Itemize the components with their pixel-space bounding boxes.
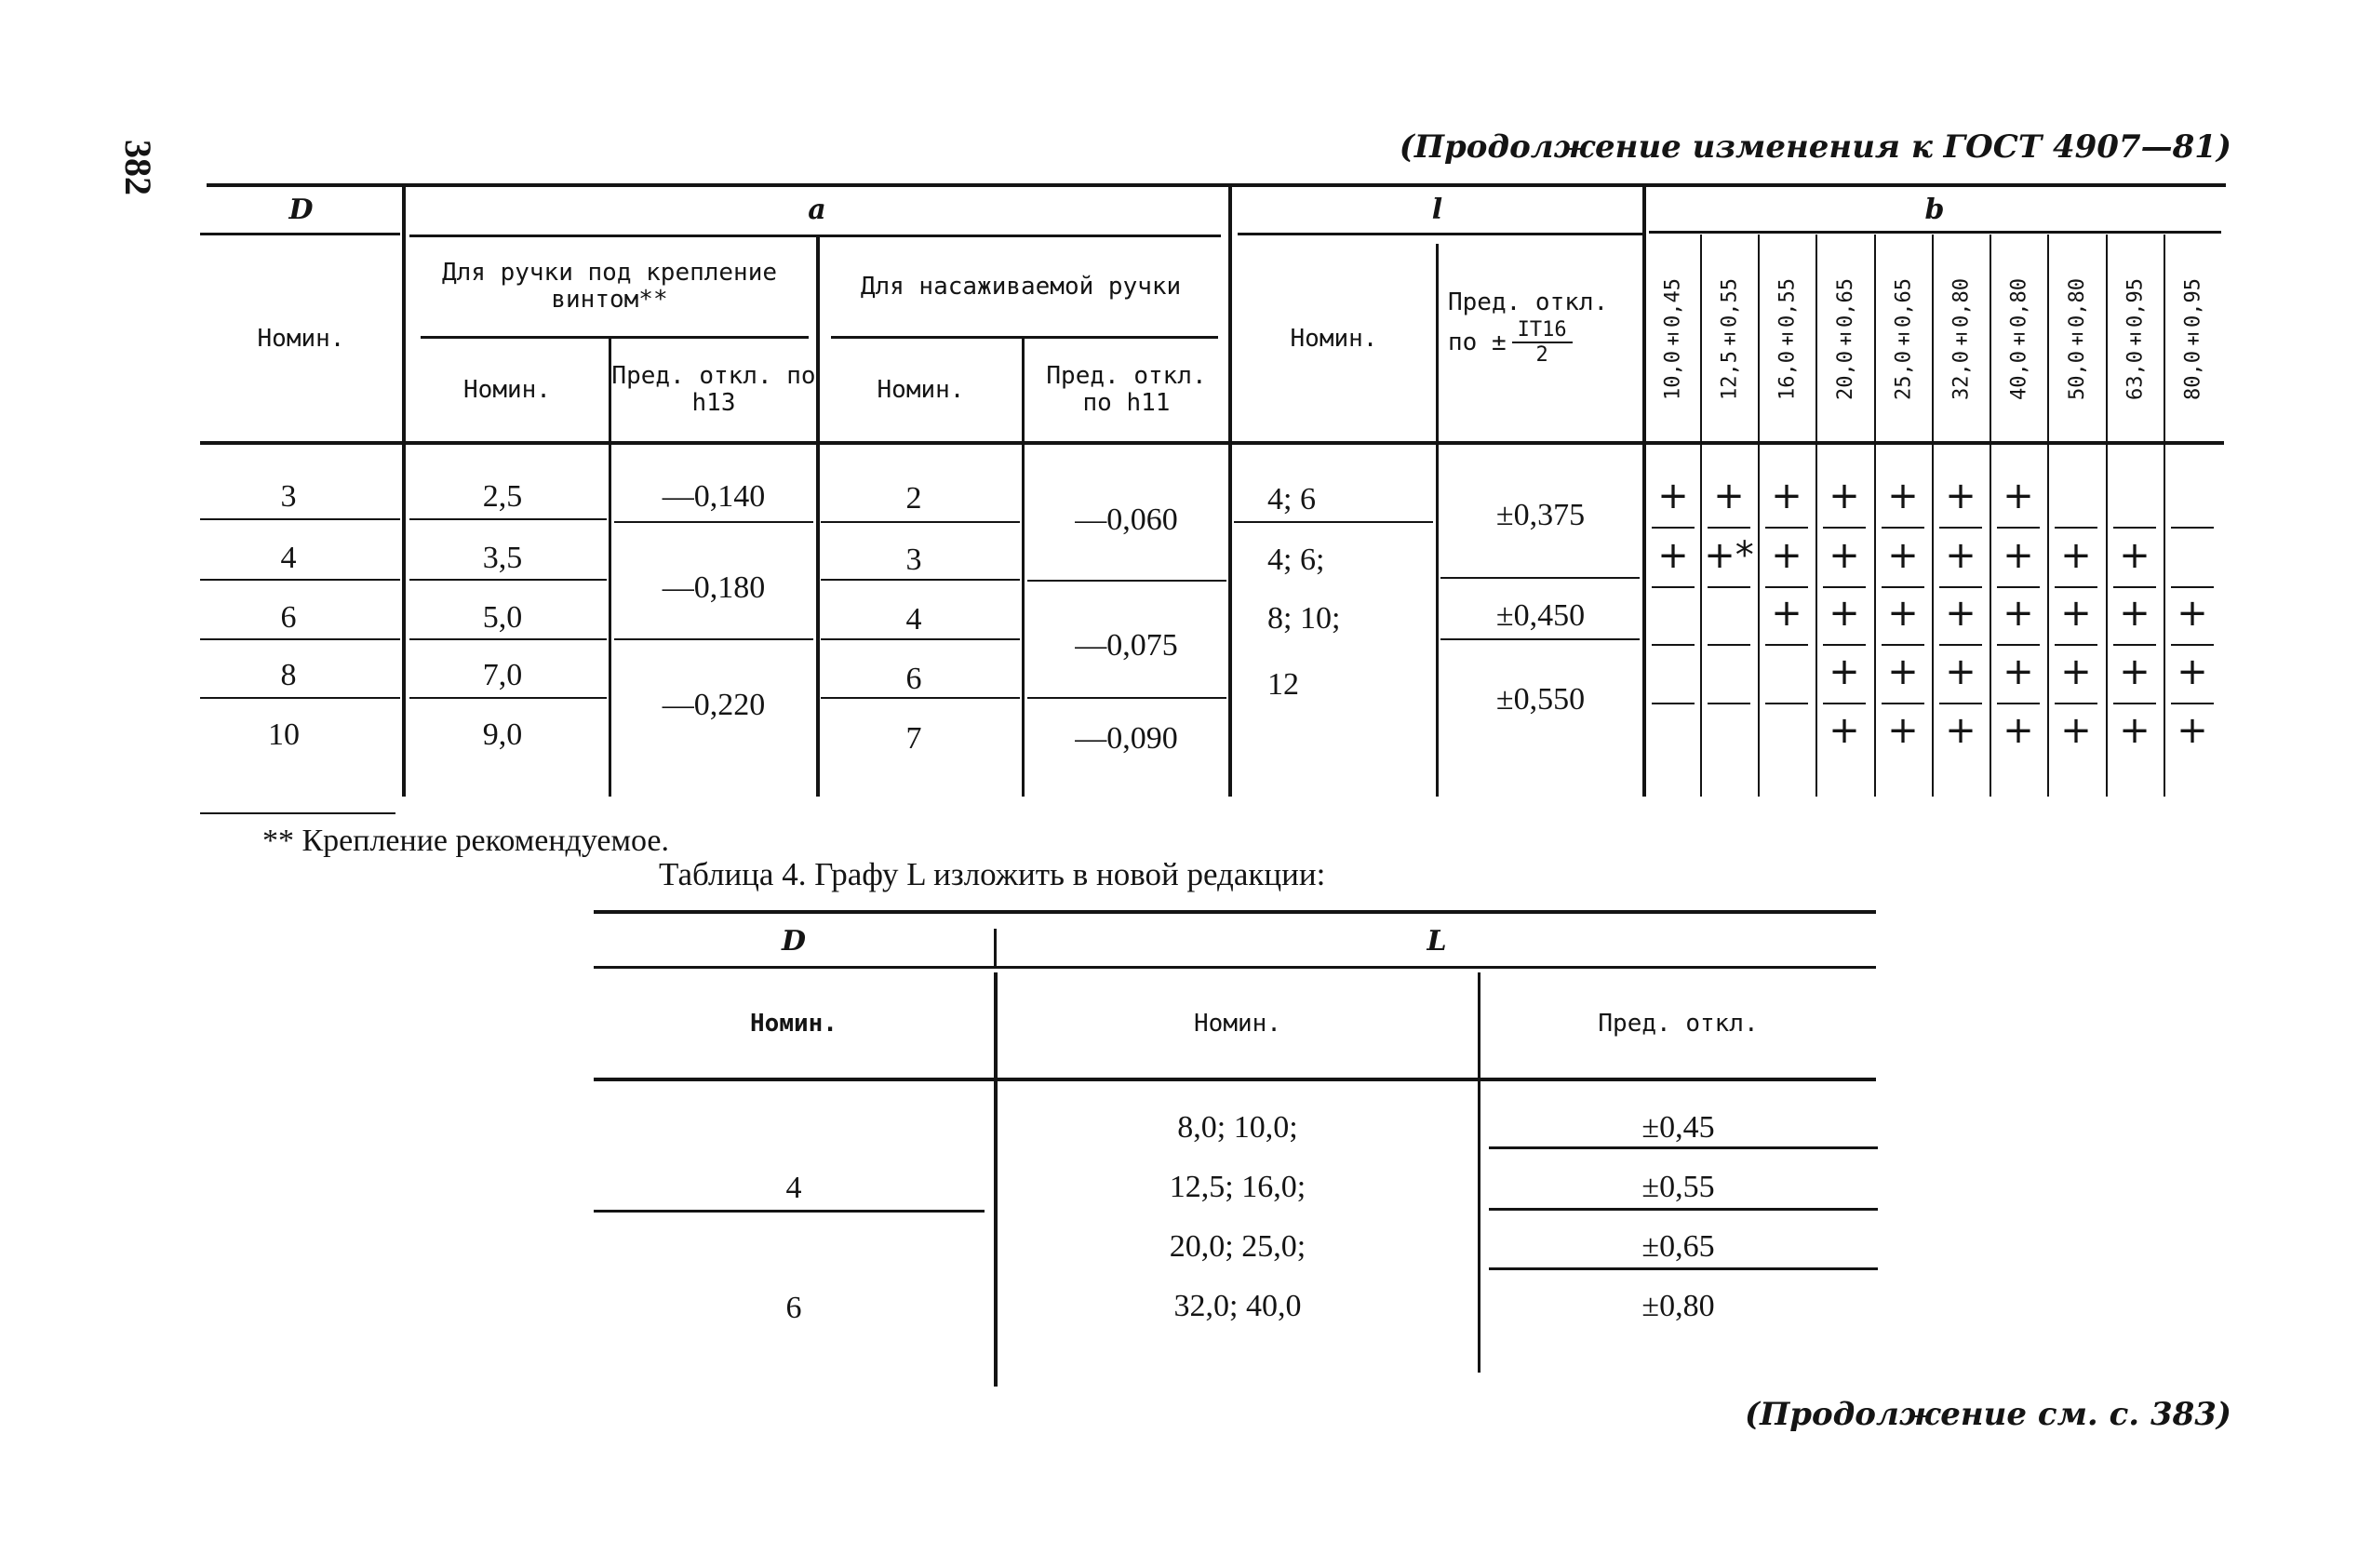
l-nom-3: 8; 10; <box>1267 601 1341 636</box>
it16-dev-3: ±0,550 <box>1495 682 1586 717</box>
page-number: 382 <box>117 140 159 195</box>
b-mark-underline <box>2171 644 2214 646</box>
b-mark-underline <box>1765 586 1808 588</box>
l-nom-4: 12 <box>1267 667 1299 702</box>
b-mark-r5-c6: + <box>1945 709 1976 752</box>
b-mark-underline <box>2113 644 2156 646</box>
D-nomin-label: Номин. <box>257 324 345 353</box>
t4-L-nom-3: 20,0; 25,0; <box>1169 1229 1306 1265</box>
b-mark-r1-c6: + <box>1945 475 1976 517</box>
b-mark-underline <box>1823 703 1866 704</box>
b-mark-underline <box>2113 703 2156 704</box>
it16-dev-1: ±0,375 <box>1495 498 1586 533</box>
D-value-2: 4 <box>280 541 297 576</box>
screw-handle-label: Для ручки под крепление винтом** <box>441 259 778 314</box>
b-empty-dash <box>1765 703 1808 704</box>
b-mark-r3-c4: + <box>1829 592 1860 635</box>
t4-D-value-1: 4 <box>785 1171 802 1206</box>
b-col-header-10: 80,0±0,95 <box>2181 278 2205 400</box>
b-mark-underline <box>1652 586 1695 588</box>
b-mark-underline <box>1997 586 2040 588</box>
t4-L-nom-2: 12,5; 16,0; <box>1169 1170 1306 1205</box>
b-mark-underline <box>2055 644 2097 646</box>
it16-dev-title: Пред. откл. <box>1448 288 1609 316</box>
col-head-b: b <box>1924 193 1945 226</box>
col-head-a: a <box>808 193 826 226</box>
b-mark-r1-c4: + <box>1829 475 1860 517</box>
b-mark-underline <box>1997 527 2040 529</box>
b-col-header-4: 20,0±0,65 <box>1834 278 1857 400</box>
b-mark-r1-c7: + <box>2003 475 2034 517</box>
t4-D-value-2: 6 <box>785 1291 802 1326</box>
screw-nom-5: 9,0 <box>482 717 523 753</box>
col-head-D: D <box>288 193 314 226</box>
b-mark-underline <box>2113 586 2156 588</box>
b-mark-r3-c8: + <box>2060 592 2092 635</box>
l-nom-1: 4; 6 <box>1267 482 1316 516</box>
b-mark-r5-c7: + <box>2003 709 2034 752</box>
b-mark-underline <box>1997 644 2040 646</box>
b-mark-r2-c3: + <box>1771 534 1802 577</box>
b-mark-r1-c1: + <box>1657 475 1689 517</box>
b-empty-dash <box>2171 586 2214 588</box>
b-mark-r2-c7: + <box>2003 534 2034 577</box>
b-mark-r4-c4: + <box>1829 650 1860 693</box>
t4-L-dev-1: ±0,45 <box>1641 1110 1715 1146</box>
b-mark-r2-c5: + <box>1887 534 1919 577</box>
b-mark-underline <box>1939 703 1982 704</box>
b-mark-underline <box>1882 703 1924 704</box>
b-mark-underline <box>2055 586 2097 588</box>
b-col-header-8: 50,0±0,80 <box>2066 278 2089 400</box>
t4-D-nomin-label: Номин. <box>750 1009 837 1038</box>
t4-dev-label: Пред. откл. <box>1598 1009 1759 1038</box>
it16-dev-label <box>1448 288 1634 367</box>
h13-dev-3: —0,220 <box>662 688 766 723</box>
b-mark-r4-c7: + <box>2003 650 2034 693</box>
b-mark-r2-c8: + <box>2060 534 2092 577</box>
b-mark-underline <box>1708 586 1750 588</box>
D-value-4: 8 <box>280 658 297 693</box>
push-nom-3: 4 <box>905 602 922 637</box>
b-mark-r1-c3: + <box>1771 475 1802 517</box>
b-col-header-6: 32,0±0,80 <box>1949 278 1974 400</box>
push-nom-5: 7 <box>905 721 922 757</box>
b-mark-r3-c5: + <box>1887 592 1919 635</box>
b-mark-r4-c8: + <box>2060 650 2092 693</box>
screw-nom-2: 3,5 <box>482 541 523 576</box>
t4-L-dev-3: ±0,65 <box>1641 1229 1715 1265</box>
b-mark-underline <box>1765 644 1808 646</box>
b-mark-r1-c2: + <box>1713 475 1745 517</box>
b-empty-dash <box>2113 527 2156 529</box>
l-nom-2: 4; 6; <box>1267 543 1325 577</box>
b-mark-underline <box>1882 586 1924 588</box>
h13-dev-2: —0,180 <box>662 570 766 606</box>
b-mark-underline <box>1823 644 1866 646</box>
b-mark-underline <box>1823 527 1866 529</box>
b-mark-r3-c6: + <box>1945 592 1976 635</box>
t4-L-nom-4: 32,0; 40,0 <box>1173 1289 1302 1324</box>
it16-numerator: IT16 <box>1512 318 1573 343</box>
it16-dev-po: по ± <box>1448 328 1507 356</box>
h11-dev-1: —0,060 <box>1075 503 1178 538</box>
b-mark-r3-c10: + <box>2177 592 2208 635</box>
h13-dev-label: Пред. откл. по h13 <box>611 362 816 417</box>
t4-L-nomin-label: Номин. <box>1194 1009 1281 1038</box>
b-mark-r2-c2: +* <box>1704 534 1754 577</box>
b-empty-dash <box>1708 644 1750 646</box>
b-mark-underline <box>1652 527 1695 529</box>
b-empty-dash <box>1708 703 1750 704</box>
push-nom-1: 2 <box>905 481 922 516</box>
b-mark-r3-c7: + <box>2003 592 2034 635</box>
b-mark-r3-c9: + <box>2119 592 2150 635</box>
b-col-header-3: 16,0±0,55 <box>1775 278 1800 400</box>
push-handle-label: Для насаживаемой ручки <box>860 272 1182 301</box>
b-mark-underline <box>2055 703 2097 704</box>
header-note: (Продолжение изменения к ГОСТ 4907—81) <box>1399 128 2231 166</box>
b-mark-r2-c9: + <box>2119 534 2150 577</box>
h11-dev-label: Пред. откл. по h11 <box>1046 362 1207 417</box>
b-col-header-1: 10,0±0,45 <box>1661 278 1685 400</box>
b-mark-r4-c6: + <box>1945 650 1976 693</box>
D-value-5: 10 <box>268 717 300 753</box>
b-mark-underline <box>1939 527 1982 529</box>
b-col-header-9: 63,0±0,95 <box>2124 278 2148 400</box>
b-col-header-7: 40,0±0,80 <box>2007 278 2031 400</box>
t4-head-L: L <box>1427 924 1447 958</box>
push-nomin-label: Номин. <box>877 375 965 404</box>
b-mark-underline <box>1882 644 1924 646</box>
continuation-note: (Продолжение см. с. 383) <box>1745 1396 2231 1433</box>
b-mark-underline <box>2171 703 2214 704</box>
b-mark-r5-c10: + <box>2177 709 2208 752</box>
b-mark-underline <box>1765 527 1808 529</box>
b-mark-r3-c3: + <box>1771 592 1802 635</box>
b-empty-dash <box>2171 527 2214 529</box>
l-nomin-label: Номин. <box>1290 324 1378 353</box>
b-mark-underline <box>1939 586 1982 588</box>
b-mark-r4-c10: + <box>2177 650 2208 693</box>
push-nom-2: 3 <box>905 543 922 578</box>
D-value-3: 6 <box>280 600 297 636</box>
footnote: ** Крепление рекомендуемое. <box>262 824 670 858</box>
b-mark-underline <box>1823 586 1866 588</box>
b-mark-r5-c4: + <box>1829 709 1860 752</box>
b-mark-underline <box>1708 527 1750 529</box>
b-mark-r5-c5: + <box>1887 709 1919 752</box>
b-empty-dash <box>2055 527 2097 529</box>
b-empty-dash <box>1652 644 1695 646</box>
it16-denominator: 2 <box>1535 343 1548 367</box>
h11-dev-2: —0,075 <box>1075 628 1178 663</box>
b-mark-r4-c5: + <box>1887 650 1919 693</box>
b-mark-r2-c1: + <box>1657 534 1689 577</box>
push-nom-4: 6 <box>905 662 922 697</box>
screw-nomin-label: Номин. <box>463 375 551 404</box>
b-mark-underline <box>1882 527 1924 529</box>
b-mark-r2-c4: + <box>1829 534 1860 577</box>
b-col-header-5: 25,0±0,65 <box>1892 278 1916 400</box>
t4-L-nom-1: 8,0; 10,0; <box>1177 1110 1298 1146</box>
screw-nom-3: 5,0 <box>482 600 523 636</box>
b-mark-r1-c5: + <box>1887 475 1919 517</box>
b-mark-r4-c9: + <box>2119 650 2150 693</box>
D-value-1: 3 <box>280 479 297 515</box>
b-mark-r5-c9: + <box>2119 709 2150 752</box>
screw-nom-1: 2,5 <box>482 479 523 515</box>
b-mark-r2-c6: + <box>1945 534 1976 577</box>
screw-nom-4: 7,0 <box>482 658 523 693</box>
b-col-header-2: 12,5±0,55 <box>1718 278 1742 400</box>
b-empty-dash <box>1652 703 1695 704</box>
h13-dev-1: —0,140 <box>662 479 766 515</box>
t4-L-dev-4: ±0,80 <box>1641 1289 1715 1324</box>
b-mark-r5-c8: + <box>2060 709 2092 752</box>
table4-caption: Таблица 4. Графу L изложить в новой редакции: <box>659 856 1326 892</box>
b-mark-underline <box>1997 703 2040 704</box>
b-mark-underline <box>1939 644 1982 646</box>
t4-L-dev-2: ±0,55 <box>1641 1170 1715 1205</box>
t4-head-D: D <box>781 924 806 958</box>
it16-dev-2: ±0,450 <box>1495 598 1586 634</box>
h11-dev-3: —0,090 <box>1075 721 1178 757</box>
col-head-l: l <box>1431 193 1443 226</box>
